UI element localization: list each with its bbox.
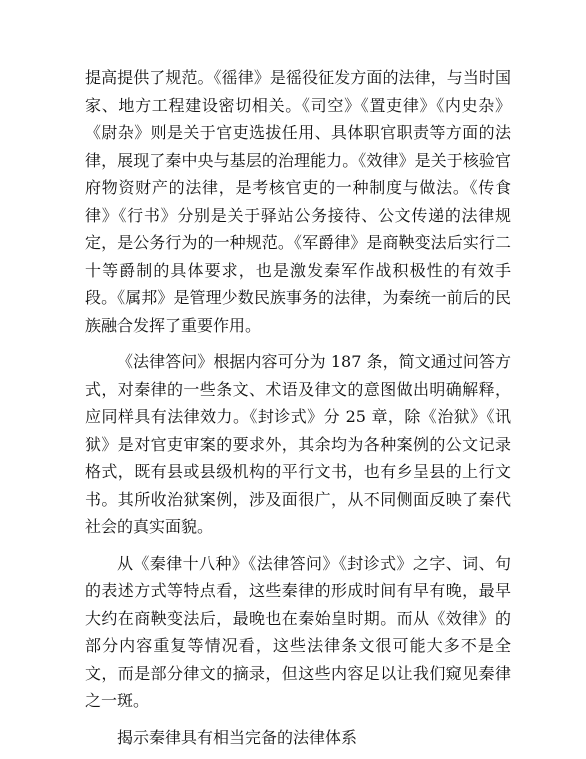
paragraph-2: 《法律答问》根据内容可分为 187 条，简文通过问答方式，对秦律的一些条文、术语及律文的意图做出明确解释，应同样具有法律效力。《封诊式》分 25 章，除《治狱》《讯狱》是对官吏审案的要求外，其余均为各种案例的公文记录格式，既有县或县级机构的平行文书，也有乡呈县的上行文书。其所收治狱案例，涉及面很广，从不同侧面反映了秦代社会的真实面貌。 bbox=[85, 352, 511, 536]
paragraph-1: 提高提供了规范。《徭律》是徭役征发方面的法律，与当时国家、地方工程建设密切相关。《司空》《置吏律》《内史杂》《尉杂》则是关于官吏选拔任用、具体职官职责等方面的法律，展现了秦中央与基层的治理能力。《效律》是关于核验官府物资财产的法律，是考核官吏的一种制度与做法。《传食律》《行书》分别是关于驿站公务接待、公文传递的法律规定，是公务行为的一种规范。《军爵律》是商鞅变法后实行二十等爵制的具体要求，也是激发秦军作战积极性的有效手段。《属邦》是管理少数民族事务的法律，为秦统一前后的民族融合发挥了重要作用。 bbox=[85, 68, 511, 335]
section-heading: 揭示秦律具有相当完备的法律体系 bbox=[117, 727, 358, 747]
paragraph-3: 从《秦律十八种》《法律答问》《封诊式》之字、词、句的表述方式等特点看，这些秦律的形成时间有早有晚，最早大约在商鞅变法后，最晚也在秦始皇时期。而从《效律》的部分内容重复等情况看，这些法律条文很可能大多不是全文，而是部分律文的摘录，但这些内容足以让我们窥见秦律之一斑。 bbox=[85, 553, 511, 710]
document-body bbox=[85, 64, 511, 751]
